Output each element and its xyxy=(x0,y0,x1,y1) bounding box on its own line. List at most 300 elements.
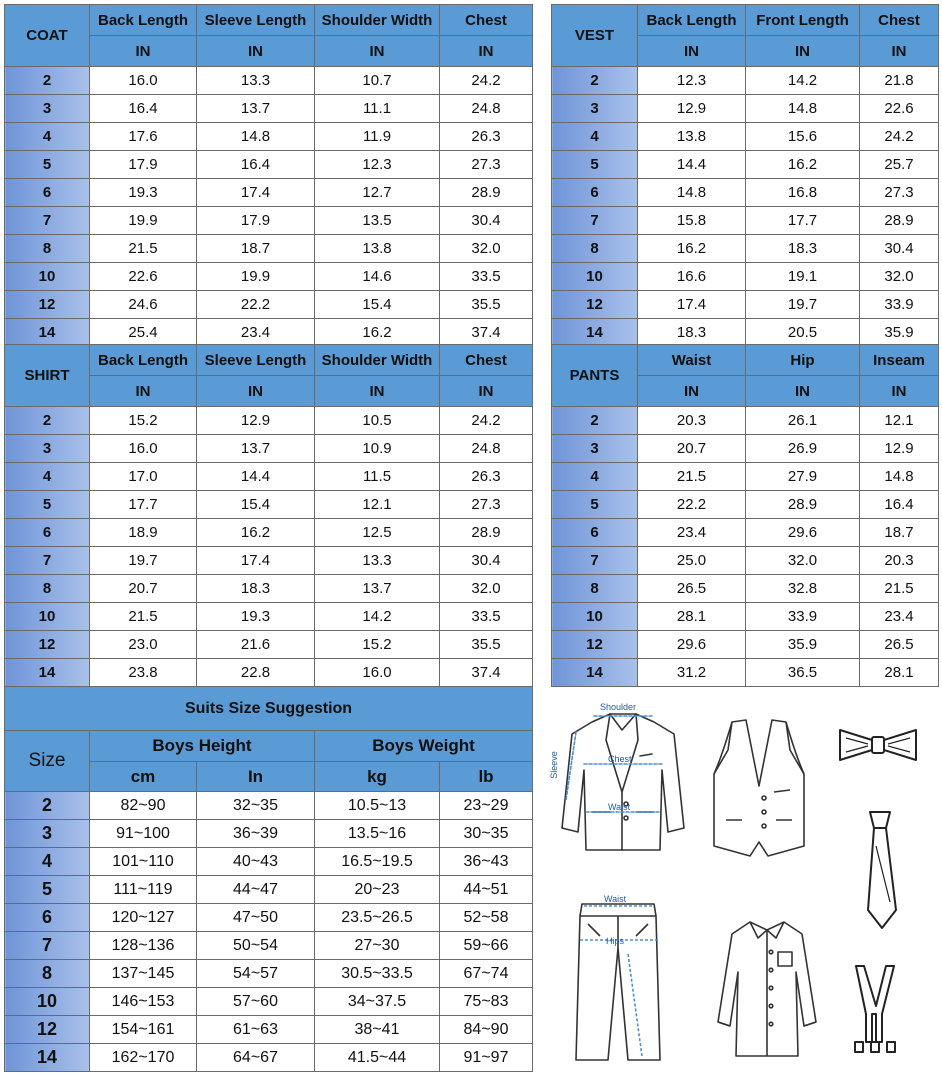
size-label: 5 xyxy=(552,491,638,519)
size-label: 4 xyxy=(5,848,90,876)
value-cell: 15.4 xyxy=(197,491,315,519)
value-cell: 17.0 xyxy=(90,463,197,491)
value-cell: 16.4 xyxy=(197,151,315,179)
vest-icon xyxy=(708,716,810,866)
table-row xyxy=(552,491,939,519)
table-row xyxy=(552,207,939,235)
value-cell: 19.9 xyxy=(90,207,197,235)
value-cell: 19.7 xyxy=(746,291,860,319)
value-cell: 16.0 xyxy=(315,659,440,687)
coat-unit: IN xyxy=(197,36,315,67)
value-cell: 36.5 xyxy=(746,659,860,687)
vest-header-back-length: Back Length xyxy=(638,5,746,36)
table-row xyxy=(5,820,533,848)
value-cell: 47~50 xyxy=(197,904,315,932)
value-cell: 16.4 xyxy=(90,95,197,123)
value-cell: 75~83 xyxy=(440,988,533,1016)
value-cell: 36~39 xyxy=(197,820,315,848)
value-cell: 27.3 xyxy=(860,179,939,207)
size-label: 12 xyxy=(552,291,638,319)
pants-waist-label: Waist xyxy=(604,894,627,904)
table-row xyxy=(552,407,939,435)
table-row xyxy=(552,179,939,207)
table-row xyxy=(5,1044,533,1072)
value-cell: 26.9 xyxy=(746,435,860,463)
size-label: 12 xyxy=(5,631,90,659)
value-cell: 35.9 xyxy=(746,631,860,659)
value-cell: 26.3 xyxy=(440,463,533,491)
coat-icon xyxy=(548,700,694,860)
value-cell: 14.8 xyxy=(197,123,315,151)
shirt-unit: IN xyxy=(440,376,533,407)
suits-title: Suits Size Suggestion xyxy=(5,687,533,731)
shirt-header-shoulder-width: Shoulder Width xyxy=(315,345,440,376)
coat-header-back-length: Back Length xyxy=(90,5,197,36)
value-cell: 17.4 xyxy=(197,547,315,575)
bow-tie-icon xyxy=(834,722,922,766)
shirt-header-back-length: Back Length xyxy=(90,345,197,376)
size-label: 5 xyxy=(5,491,90,519)
value-cell: 154~161 xyxy=(90,1016,197,1044)
value-cell: 16.2 xyxy=(197,519,315,547)
size-label: 7 xyxy=(5,207,90,235)
value-cell: 50~54 xyxy=(197,932,315,960)
value-cell: 14.8 xyxy=(860,463,939,491)
value-cell: 111~119 xyxy=(90,876,197,904)
table-row xyxy=(552,151,939,179)
value-cell: 12.3 xyxy=(315,151,440,179)
value-cell: 22.6 xyxy=(90,263,197,291)
value-cell: 40~43 xyxy=(197,848,315,876)
value-cell: 44~47 xyxy=(197,876,315,904)
value-cell: 35.5 xyxy=(440,631,533,659)
value-cell: 128~136 xyxy=(90,932,197,960)
size-label: 7 xyxy=(5,932,90,960)
value-cell: 19.3 xyxy=(197,603,315,631)
value-cell: 33.5 xyxy=(440,603,533,631)
size-label: 6 xyxy=(5,519,90,547)
value-cell: 26.1 xyxy=(746,407,860,435)
value-cell: 29.6 xyxy=(638,631,746,659)
size-label: 12 xyxy=(5,1016,90,1044)
table-row xyxy=(5,848,533,876)
pants-size-table xyxy=(551,344,939,687)
shirt-unit: IN xyxy=(315,376,440,407)
size-label: 2 xyxy=(552,407,638,435)
value-cell: 82~90 xyxy=(90,792,197,820)
size-label: 7 xyxy=(5,547,90,575)
coat-label: COAT xyxy=(5,5,90,67)
value-cell: 16.4 xyxy=(860,491,939,519)
value-cell: 16.5~19.5 xyxy=(315,848,440,876)
value-cell: 32~35 xyxy=(197,792,315,820)
value-cell: 14.2 xyxy=(746,67,860,95)
value-cell: 10.9 xyxy=(315,435,440,463)
size-label: 4 xyxy=(552,463,638,491)
table-row xyxy=(5,876,533,904)
value-cell: 32.0 xyxy=(860,263,939,291)
table-row xyxy=(552,519,939,547)
value-cell: 13.5~16 xyxy=(315,820,440,848)
value-cell: 13.8 xyxy=(638,123,746,151)
size-label: 3 xyxy=(5,820,90,848)
value-cell: 14.8 xyxy=(746,95,860,123)
suits-unit-in: In xyxy=(197,762,315,792)
value-cell: 18.7 xyxy=(860,519,939,547)
value-cell: 33.5 xyxy=(440,263,533,291)
value-cell: 146~153 xyxy=(90,988,197,1016)
value-cell: 27~30 xyxy=(315,932,440,960)
size-label: 5 xyxy=(5,151,90,179)
table-row xyxy=(5,407,533,435)
value-cell: 57~60 xyxy=(197,988,315,1016)
value-cell: 25.0 xyxy=(638,547,746,575)
table-row xyxy=(5,988,533,1016)
value-cell: 120~127 xyxy=(90,904,197,932)
pants-unit: IN xyxy=(638,376,746,407)
value-cell: 18.9 xyxy=(90,519,197,547)
value-cell: 10.7 xyxy=(315,67,440,95)
sleeve-label: Sleeve xyxy=(548,751,559,779)
table-row xyxy=(5,151,533,179)
value-cell: 16.6 xyxy=(638,263,746,291)
value-cell: 28.9 xyxy=(440,519,533,547)
value-cell: 28.9 xyxy=(440,179,533,207)
value-cell: 14.8 xyxy=(638,179,746,207)
value-cell: 17.9 xyxy=(90,151,197,179)
vest-header-chest: Chest xyxy=(860,5,939,36)
value-cell: 31.2 xyxy=(638,659,746,687)
value-cell: 32.0 xyxy=(746,547,860,575)
table-row xyxy=(5,435,533,463)
table-row xyxy=(5,95,533,123)
value-cell: 18.3 xyxy=(746,235,860,263)
value-cell: 16.0 xyxy=(90,67,197,95)
value-cell: 14.4 xyxy=(638,151,746,179)
table-row xyxy=(5,603,533,631)
value-cell: 13.7 xyxy=(197,95,315,123)
size-label: 10 xyxy=(552,603,638,631)
pants-unit: IN xyxy=(860,376,939,407)
value-cell: 34~37.5 xyxy=(315,988,440,1016)
value-cell: 16.2 xyxy=(315,319,440,347)
table-row xyxy=(5,575,533,603)
value-cell: 21.8 xyxy=(860,67,939,95)
value-cell: 10.5~13 xyxy=(315,792,440,820)
value-cell: 91~100 xyxy=(90,820,197,848)
size-label: 6 xyxy=(5,179,90,207)
value-cell: 29.6 xyxy=(746,519,860,547)
value-cell: 26.5 xyxy=(860,631,939,659)
value-cell: 10.5 xyxy=(315,407,440,435)
value-cell: 22.2 xyxy=(197,291,315,319)
value-cell: 15.8 xyxy=(638,207,746,235)
table-row xyxy=(552,123,939,151)
shirt-size-table xyxy=(4,344,533,687)
table-row xyxy=(5,519,533,547)
size-label: 8 xyxy=(5,575,90,603)
waist-label: Waist xyxy=(608,802,631,812)
value-cell: 23.5~26.5 xyxy=(315,904,440,932)
chest-label: Chest xyxy=(608,754,632,764)
vest-size-table xyxy=(551,4,939,347)
value-cell: 37.4 xyxy=(440,659,533,687)
pants-icon xyxy=(570,896,666,1066)
size-label: 14 xyxy=(5,1044,90,1072)
value-cell: 18.3 xyxy=(197,575,315,603)
value-cell: 20.3 xyxy=(860,547,939,575)
table-row xyxy=(552,659,939,687)
tie-icon xyxy=(856,806,904,936)
value-cell: 13.7 xyxy=(315,575,440,603)
size-label: 3 xyxy=(5,95,90,123)
value-cell: 14.6 xyxy=(315,263,440,291)
value-cell: 21.5 xyxy=(860,575,939,603)
suits-size-label: Size xyxy=(5,731,90,792)
value-cell: 26.3 xyxy=(440,123,533,151)
size-label: 3 xyxy=(5,435,90,463)
value-cell: 38~41 xyxy=(315,1016,440,1044)
coat-unit: IN xyxy=(440,36,533,67)
value-cell: 18.3 xyxy=(638,319,746,347)
value-cell: 59~66 xyxy=(440,932,533,960)
suits-unit-kg: kg xyxy=(315,762,440,792)
size-label: 2 xyxy=(5,67,90,95)
table-row xyxy=(5,67,533,95)
value-cell: 12.5 xyxy=(315,519,440,547)
value-cell: 67~74 xyxy=(440,960,533,988)
coat-header-chest: Chest xyxy=(440,5,533,36)
value-cell: 36~43 xyxy=(440,848,533,876)
size-label: 3 xyxy=(552,95,638,123)
value-cell: 52~58 xyxy=(440,904,533,932)
size-label: 2 xyxy=(5,407,90,435)
value-cell: 17.4 xyxy=(197,179,315,207)
value-cell: 30.5~33.5 xyxy=(315,960,440,988)
value-cell: 91~97 xyxy=(440,1044,533,1072)
value-cell: 21.5 xyxy=(638,463,746,491)
size-label: 7 xyxy=(552,547,638,575)
value-cell: 28.1 xyxy=(860,659,939,687)
table-row xyxy=(5,631,533,659)
value-cell: 20~23 xyxy=(315,876,440,904)
size-label: 8 xyxy=(552,235,638,263)
size-label: 14 xyxy=(552,319,638,347)
pants-unit: IN xyxy=(746,376,860,407)
size-label: 8 xyxy=(552,575,638,603)
table-row xyxy=(5,932,533,960)
size-label: 4 xyxy=(5,123,90,151)
size-label: 7 xyxy=(552,207,638,235)
value-cell: 17.7 xyxy=(90,491,197,519)
table-row xyxy=(552,319,939,347)
value-cell: 12.3 xyxy=(638,67,746,95)
value-cell: 15.2 xyxy=(90,407,197,435)
value-cell: 19.7 xyxy=(90,547,197,575)
table-row xyxy=(5,659,533,687)
value-cell: 84~90 xyxy=(440,1016,533,1044)
table-row xyxy=(5,179,533,207)
value-cell: 22.6 xyxy=(860,95,939,123)
suits-unit-lb: lb xyxy=(440,762,533,792)
table-row xyxy=(552,235,939,263)
shirt-label: SHIRT xyxy=(5,345,90,407)
value-cell: 15.2 xyxy=(315,631,440,659)
value-cell: 25.7 xyxy=(860,151,939,179)
table-row xyxy=(5,207,533,235)
coat-size-table xyxy=(4,4,533,347)
table-row xyxy=(5,904,533,932)
value-cell: 20.7 xyxy=(638,435,746,463)
value-cell: 11.1 xyxy=(315,95,440,123)
size-label: 12 xyxy=(5,291,90,319)
size-label: 12 xyxy=(552,631,638,659)
value-cell: 13.5 xyxy=(315,207,440,235)
value-cell: 27.3 xyxy=(440,151,533,179)
table-row xyxy=(552,263,939,291)
value-cell: 20.3 xyxy=(638,407,746,435)
value-cell: 24.8 xyxy=(440,95,533,123)
suits-weight-header: Boys Weight xyxy=(315,731,533,762)
shirt-unit: IN xyxy=(197,376,315,407)
value-cell: 32.0 xyxy=(440,235,533,263)
value-cell: 162~170 xyxy=(90,1044,197,1072)
value-cell: 25.4 xyxy=(90,319,197,347)
value-cell: 61~63 xyxy=(197,1016,315,1044)
shirt-unit: IN xyxy=(90,376,197,407)
value-cell: 17.6 xyxy=(90,123,197,151)
table-row xyxy=(5,547,533,575)
size-label: 10 xyxy=(5,603,90,631)
coat-unit: IN xyxy=(315,36,440,67)
table-row xyxy=(552,67,939,95)
table-row xyxy=(5,960,533,988)
size-label: 14 xyxy=(5,319,90,347)
value-cell: 13.3 xyxy=(197,67,315,95)
table-row xyxy=(552,291,939,319)
value-cell: 13.3 xyxy=(315,547,440,575)
size-label: 10 xyxy=(5,988,90,1016)
suits-size-suggestion-table xyxy=(4,686,533,1072)
shoulder-label: Shoulder xyxy=(600,702,637,712)
table-row xyxy=(5,263,533,291)
vest-label: VEST xyxy=(552,5,638,67)
value-cell: 15.6 xyxy=(746,123,860,151)
table-row xyxy=(552,575,939,603)
table-row xyxy=(5,491,533,519)
value-cell: 33.9 xyxy=(746,603,860,631)
value-cell: 35.9 xyxy=(860,319,939,347)
value-cell: 17.4 xyxy=(638,291,746,319)
value-cell: 23.4 xyxy=(197,319,315,347)
size-label: 5 xyxy=(552,151,638,179)
value-cell: 20.5 xyxy=(746,319,860,347)
size-label: 6 xyxy=(552,519,638,547)
value-cell: 13.7 xyxy=(197,435,315,463)
value-cell: 19.3 xyxy=(90,179,197,207)
value-cell: 23.4 xyxy=(860,603,939,631)
value-cell: 12.7 xyxy=(315,179,440,207)
value-cell: 23.8 xyxy=(90,659,197,687)
value-cell: 33.9 xyxy=(860,291,939,319)
value-cell: 27.9 xyxy=(746,463,860,491)
vest-header-front-length: Front Length xyxy=(746,5,860,36)
size-label: 6 xyxy=(5,904,90,932)
value-cell: 11.9 xyxy=(315,123,440,151)
size-label: 3 xyxy=(552,435,638,463)
value-cell: 16.2 xyxy=(638,235,746,263)
value-cell: 24.8 xyxy=(440,435,533,463)
value-cell: 35.5 xyxy=(440,291,533,319)
suspenders-icon xyxy=(850,962,900,1056)
value-cell: 64~67 xyxy=(197,1044,315,1072)
table-row xyxy=(5,1016,533,1044)
value-cell: 14.4 xyxy=(197,463,315,491)
table-row xyxy=(552,463,939,491)
value-cell: 30.4 xyxy=(860,235,939,263)
table-row xyxy=(5,463,533,491)
vest-unit: IN xyxy=(860,36,939,67)
value-cell: 24.2 xyxy=(440,407,533,435)
value-cell: 16.0 xyxy=(90,435,197,463)
pants-hips-label: Hips xyxy=(606,936,625,946)
value-cell: 54~57 xyxy=(197,960,315,988)
coat-unit: IN xyxy=(90,36,197,67)
table-row xyxy=(5,235,533,263)
value-cell: 12.1 xyxy=(860,407,939,435)
pants-header-inseam: Inseam xyxy=(860,345,939,376)
pants-header-waist: Waist xyxy=(638,345,746,376)
size-label: 10 xyxy=(552,263,638,291)
value-cell: 32.8 xyxy=(746,575,860,603)
value-cell: 21.5 xyxy=(90,603,197,631)
value-cell: 30~35 xyxy=(440,820,533,848)
value-cell: 22.8 xyxy=(197,659,315,687)
value-cell: 37.4 xyxy=(440,319,533,347)
value-cell: 23~29 xyxy=(440,792,533,820)
size-label: 2 xyxy=(5,792,90,820)
value-cell: 13.8 xyxy=(315,235,440,263)
suits-unit-cm: cm xyxy=(90,762,197,792)
value-cell: 15.4 xyxy=(315,291,440,319)
value-cell: 18.7 xyxy=(197,235,315,263)
value-cell: 23.4 xyxy=(638,519,746,547)
value-cell: 21.6 xyxy=(197,631,315,659)
size-label: 10 xyxy=(5,263,90,291)
table-row xyxy=(552,435,939,463)
shirt-header-chest: Chest xyxy=(440,345,533,376)
vest-unit: IN xyxy=(638,36,746,67)
value-cell: 22.2 xyxy=(638,491,746,519)
value-cell: 28.1 xyxy=(638,603,746,631)
coat-header-sleeve-length: Sleeve Length xyxy=(197,5,315,36)
value-cell: 21.5 xyxy=(90,235,197,263)
value-cell: 16.2 xyxy=(746,151,860,179)
value-cell: 12.9 xyxy=(197,407,315,435)
size-label: 4 xyxy=(552,123,638,151)
value-cell: 12.1 xyxy=(315,491,440,519)
value-cell: 30.4 xyxy=(440,547,533,575)
value-cell: 24.2 xyxy=(440,67,533,95)
value-cell: 20.7 xyxy=(90,575,197,603)
value-cell: 27.3 xyxy=(440,491,533,519)
size-label: 4 xyxy=(5,463,90,491)
value-cell: 44~51 xyxy=(440,876,533,904)
value-cell: 17.9 xyxy=(197,207,315,235)
table-row xyxy=(552,95,939,123)
value-cell: 23.0 xyxy=(90,631,197,659)
value-cell: 26.5 xyxy=(638,575,746,603)
